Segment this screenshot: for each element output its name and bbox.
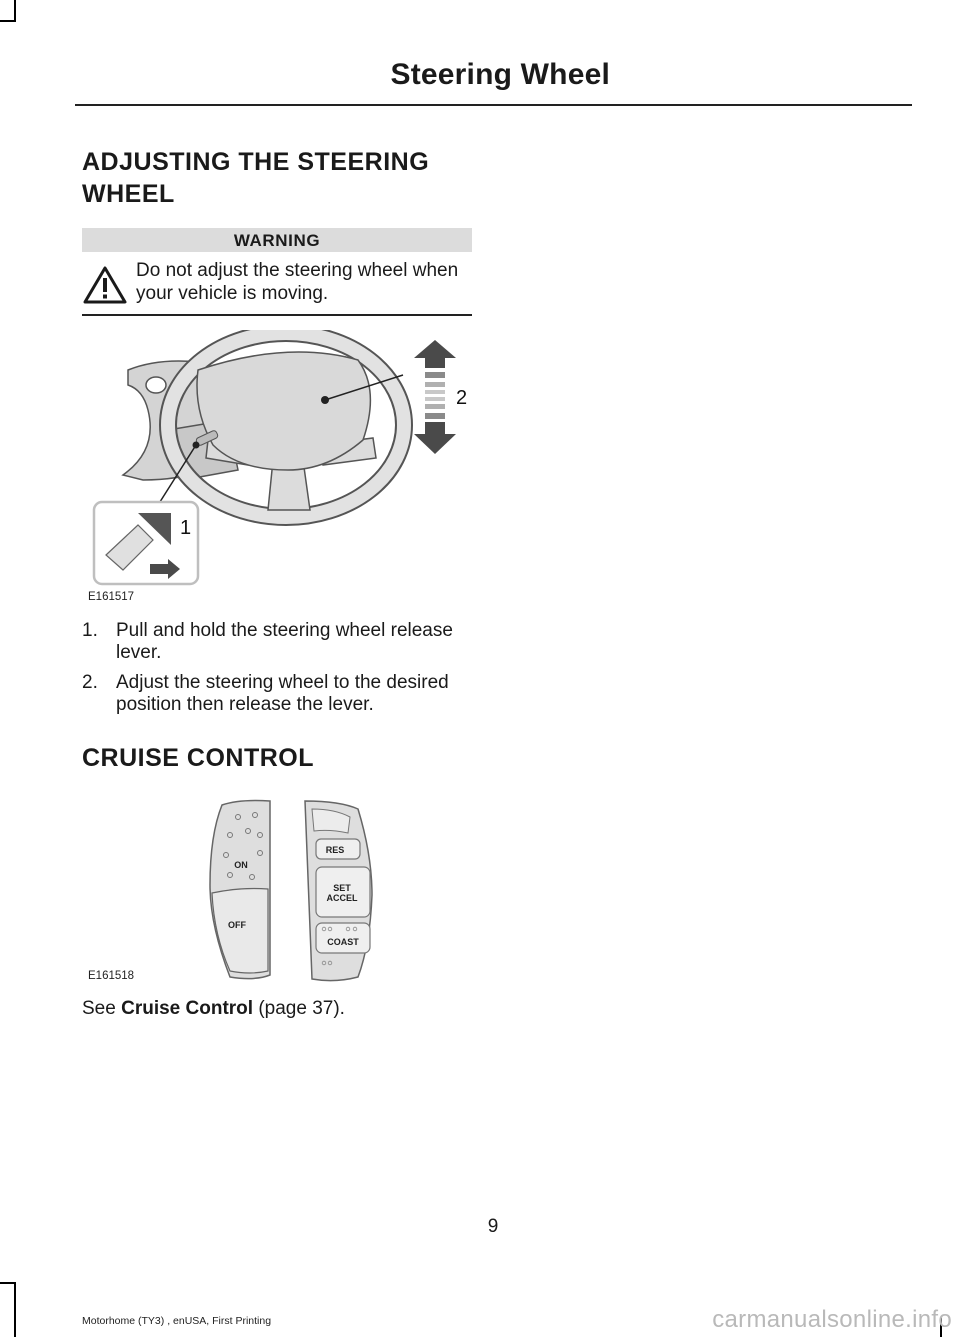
- watermark: carmanualsonline.info: [712, 1306, 952, 1333]
- coast-button-label: COAST: [327, 937, 359, 947]
- see-suffix: (page 37).: [253, 998, 345, 1019]
- header-divider: [75, 104, 912, 106]
- accel-button-label: ACCEL: [326, 893, 358, 903]
- list-item: [82, 672, 482, 716]
- section-heading-adjusting: [82, 146, 429, 210]
- warning-triangle-icon: [82, 265, 128, 305]
- set-button-label: SET: [333, 883, 351, 893]
- heading-line-2: WHEEL: [82, 180, 175, 208]
- step-text: Pull and hold the steering wheel release lever.: [116, 620, 453, 663]
- warning-text: Do not adjust the steering wheel when your vehicle is moving.: [136, 260, 459, 304]
- figure-code: E161517: [88, 591, 135, 603]
- cross-reference: [82, 998, 345, 1020]
- section-heading-cruise: CRUISE CONTROL: [82, 744, 314, 772]
- crop-mark: [14, 0, 16, 20]
- step-text: Adjust the steering wheel to the desired position then release the lever.: [116, 672, 449, 715]
- warning-label: WARNING: [82, 228, 472, 252]
- figure-code: E161518: [88, 970, 135, 982]
- heading-line-1: ADJUSTING THE STEERING: [82, 148, 430, 176]
- on-button-label: ON: [234, 860, 248, 870]
- crop-mark: [14, 1282, 16, 1337]
- page-number: 9: [487, 1216, 499, 1237]
- adjustment-steps: [82, 620, 482, 724]
- step-number: 2.: [82, 672, 98, 693]
- footer-text: Motorhome (TY3) , enUSA, First Printing: [82, 1315, 272, 1327]
- cruise-control-illustration: [200, 795, 380, 985]
- off-button-label: OFF: [228, 920, 246, 930]
- callout-1: 1: [180, 517, 192, 539]
- steering-wheel-illustration: [88, 330, 478, 595]
- list-item: [82, 620, 482, 664]
- cruise-control-link[interactable]: Cruise Control: [121, 998, 254, 1019]
- crop-mark: [0, 1282, 16, 1284]
- res-button-label: RES: [325, 845, 345, 855]
- page-title: Steering Wheel: [390, 58, 610, 91]
- crop-mark: [0, 20, 16, 22]
- step-number: 1.: [82, 620, 98, 641]
- callout-2: 2: [456, 387, 468, 409]
- warning-divider: [82, 314, 472, 316]
- see-prefix: See: [82, 998, 122, 1019]
